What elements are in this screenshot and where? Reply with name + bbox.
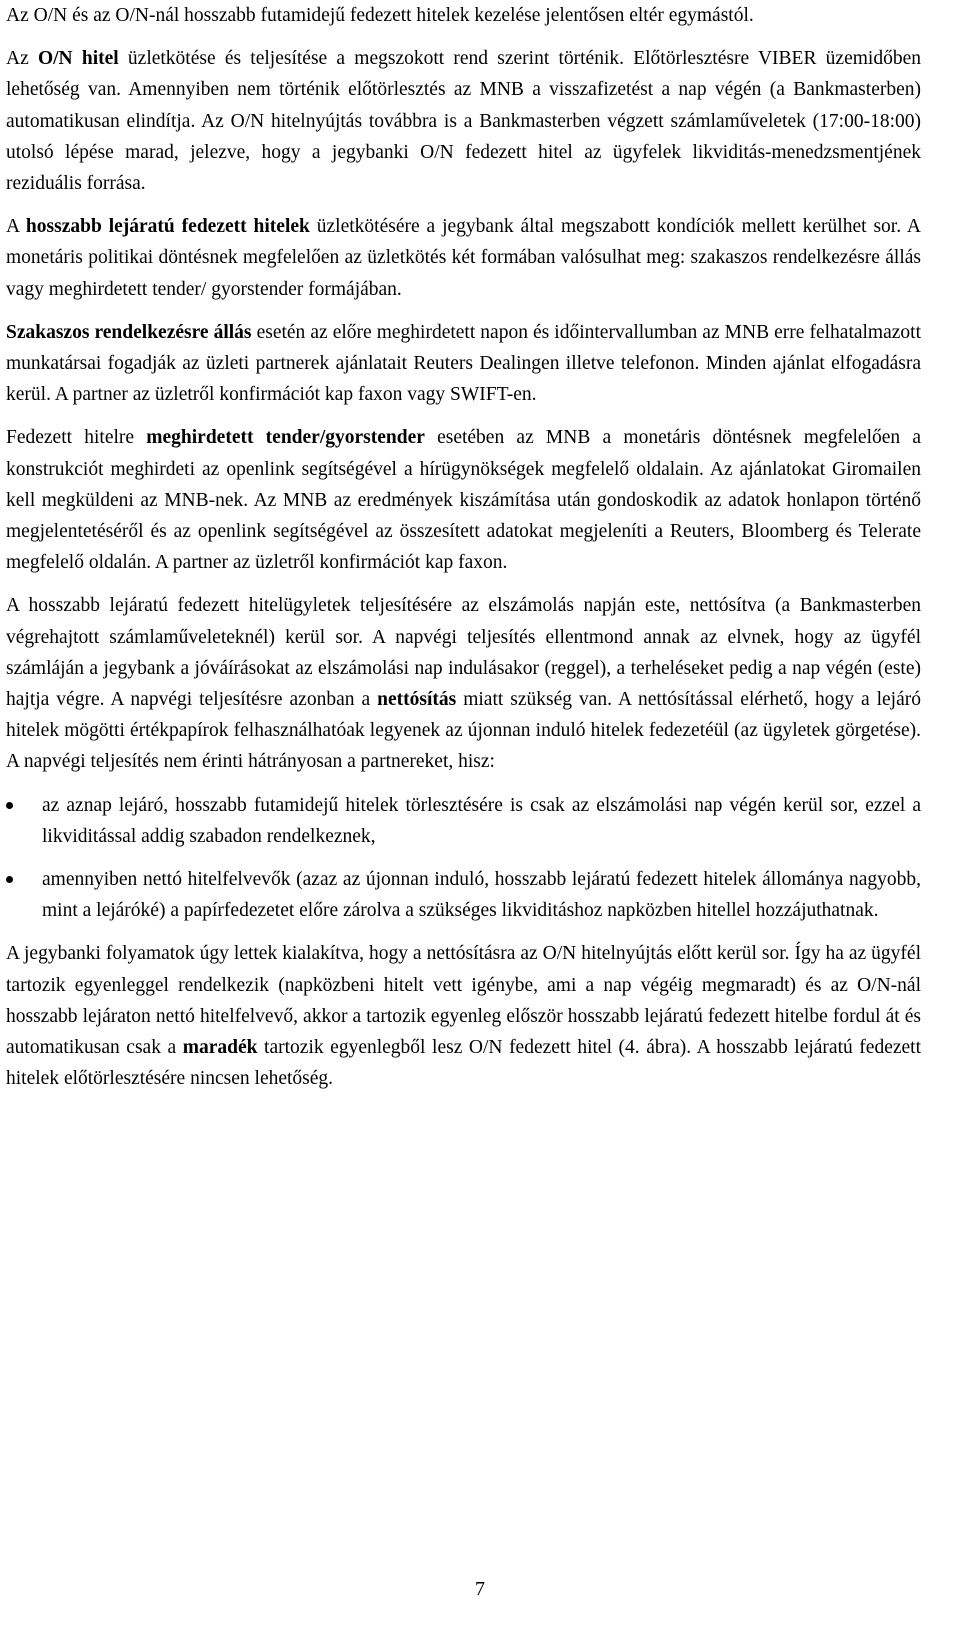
closing-paragraph bbox=[6, 938, 921, 1094]
text-run: Az bbox=[6, 48, 38, 70]
paragraph bbox=[6, 0, 921, 31]
bold-term: O/N hitel bbox=[37, 48, 119, 70]
text-run: A jegybanki folyamatok úgy lettek kialakítva, hogy a nettósításra az O/N hitelnyújtás előtt kerül sor. Így ha az ügyfél tartozik egyenleggel rendelkezik (napközbeni hitelt vett igénybe, ami a nap végéig megmaradt) és az O/N-nál hosszabb lejáraton nettó hitelfelvevő, akkor a tartozik egyenleg először hosszabb lejáratú fedezett hitelbe fordul át és automatikusan csak a bbox=[6, 943, 921, 1059]
list-item-text: az aznap lejáró, hosszabb futamidejű hitelek törlesztésére is csak az elszámolási nap végén kerül sor, ezzel a likviditással addig szabadon rendelkeznek, bbox=[42, 794, 921, 847]
paragraph bbox=[6, 590, 921, 777]
text-run: esetén az előre meghirdetett napon és időintervallumban az MNB erre felhatalmazott munkatársai fogadják az üzleti partnerek ajánlatait Reuters Dealingen illetve telefonon. Minden ajánlat elfogadásra kerül. A partner az üzletről konfirmációt kap faxon vagy SWIFT-en. bbox=[6, 321, 921, 406]
paragraph bbox=[6, 422, 921, 578]
list-item bbox=[6, 864, 921, 926]
paragraph bbox=[6, 211, 921, 305]
text-run: A hosszabb lejáratú fedezett hitelügyletek teljesítésére az elszámolás napján este, nettósítva (a Bankmasterben végrehajtott számlaműveleteknél) kerül sor. A napvégi teljesítés ellentmond annak az elvnek, hogy az ügyfél számláján a jegybank a jóváírásokat az elszámolási nap indulásakor (reggel), a terheléseket pedig a nap végén (este) hajtja végre. A napvégi teljesítésre azonban a bbox=[6, 595, 921, 711]
bullet-dot-icon bbox=[6, 802, 13, 809]
paragraph bbox=[6, 317, 921, 411]
list-item-text: amennyiben nettó hitelfelvevők (azaz az újonnan induló, hosszabb lejáratú fedezett hitelek állománya nagyobb, mint a lejáróké) a papírfedezetet előre zárolva a szükséges likviditáshoz napközben hitellel hozzájuthatnak. bbox=[42, 869, 921, 922]
text-run: üzletkötésére a jegybank által megszabott kondíciók mellett kerülhet sor. A monetáris politikai döntésnek megfelelően az üzletkötés két formában valósulhat meg: szakaszos rendelkezésre állás vagy meghirdetett tender/ gyorstender formájában. bbox=[6, 216, 921, 300]
text-run: üzletkötése és teljesítése a megszokott rend szerint történik. Előtörlesztésre VIBER üzemidőben lehetőség van. Amennyiben nem történik előtörlesztés az MNB a visszafizetést a nap végén (a Bankmasterben) automatikusan elindítja. Az O/N hitelnyújtás továbbra is a Bankmasterben végzett számlaműveletek (17:00-18:00) utolsó lépése marad, jelezve, hogy a jegybanki O/N fedezett hitel az ügyfelek likviditás-menedzsmentjének reziduális forrása. bbox=[6, 48, 921, 195]
text-run: A bbox=[6, 216, 26, 238]
text-run: Az O/N és az O/N-nál hosszabb futamidejű fedezett hitelek kezelése jelentősen eltér egymástól. bbox=[6, 5, 754, 26]
bold-term: meghirdetett tender/gyorstender bbox=[146, 427, 425, 449]
text-run: Fedezett hitelre bbox=[6, 427, 147, 449]
body-text bbox=[6, 0, 921, 778]
text-run: miatt szükség van. A nettósítással elérhető, hogy a lejáró hitelek mögötti értékpapírok felhasználhatóak legyenek az újonnan induló hitelek fedezetéül (az ügyletek görgetése). A napvégi teljesítés nem érinti hátrányosan a partnereket, hisz: bbox=[6, 689, 921, 773]
bold-term: nettósítás bbox=[377, 689, 457, 711]
bullet-dot-icon bbox=[6, 876, 13, 883]
bullet-list bbox=[6, 790, 921, 927]
document-page bbox=[6, 0, 921, 1107]
bold-term: hosszabb lejáratú fedezett hitelek bbox=[25, 216, 310, 238]
text-run: esetében az MNB a monetáris döntésnek megfelelően a konstrukciót meghirdeti az openlink segítségével a hírügynökségek megfelelő oldalain. Az ajánlatokat Giromailen kell megküldeni az MNB-nek. Az MNB az eredmények kiszámítása után gondoskodik az adatok honlapon történő megjelentetéséről és az openlink segítségével az összesített adatokat megjeleníti a Reuters, Bloomberg és Telerate megfelelő oldalán. A partner az üzletről konfirmációt kap faxon. bbox=[6, 427, 921, 574]
list-item bbox=[6, 790, 921, 852]
page-number: 7 bbox=[475, 1578, 485, 1600]
bold-term: Szakaszos rendelkezésre állás bbox=[6, 321, 252, 343]
paragraph bbox=[6, 43, 921, 199]
bold-term: maradék bbox=[182, 1037, 258, 1059]
text-run: tartozik egyenlegből lesz O/N fedezett hitel (4. ábra). A hosszabb lejáratú fedezett hitelek előtörlesztésére nincsen lehetőség. bbox=[6, 1037, 922, 1090]
